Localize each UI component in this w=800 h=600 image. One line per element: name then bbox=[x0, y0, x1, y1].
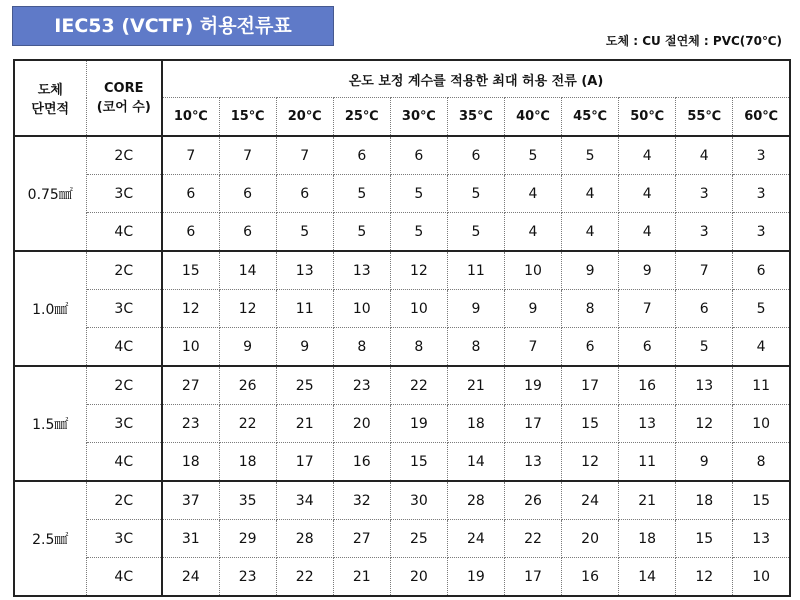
current-value-cell: 24 bbox=[447, 520, 504, 558]
current-value-cell: 9 bbox=[676, 443, 733, 482]
current-value-cell: 9 bbox=[562, 251, 619, 290]
core-count-cell: 3C bbox=[86, 290, 162, 328]
table-row bbox=[14, 558, 790, 597]
current-value-cell: 21 bbox=[276, 405, 333, 443]
current-value-cell: 4 bbox=[562, 175, 619, 213]
core-count-cell: 4C bbox=[86, 328, 162, 367]
temperature-header: 25℃ bbox=[333, 98, 390, 137]
current-value-cell: 5 bbox=[447, 175, 504, 213]
current-value-cell: 6 bbox=[562, 328, 619, 367]
temperature-header: 55℃ bbox=[676, 98, 733, 137]
conductor-size-cell: 1.0㎟ bbox=[14, 251, 86, 366]
current-value-cell: 4 bbox=[619, 136, 676, 175]
current-value-cell: 5 bbox=[733, 290, 790, 328]
current-value-cell: 21 bbox=[333, 558, 390, 597]
table-row bbox=[14, 328, 790, 367]
current-value-cell: 10 bbox=[333, 290, 390, 328]
current-value-cell: 13 bbox=[333, 251, 390, 290]
current-value-cell: 18 bbox=[676, 481, 733, 520]
current-value-cell: 19 bbox=[390, 405, 447, 443]
current-value-cell: 22 bbox=[504, 520, 561, 558]
current-value-cell: 18 bbox=[447, 405, 504, 443]
current-value-cell: 34 bbox=[276, 481, 333, 520]
core-count-cell: 3C bbox=[86, 520, 162, 558]
current-value-cell: 6 bbox=[733, 251, 790, 290]
current-value-cell: 5 bbox=[390, 213, 447, 252]
current-value-cell: 6 bbox=[162, 175, 219, 213]
current-value-cell: 23 bbox=[162, 405, 219, 443]
current-value-cell: 3 bbox=[733, 213, 790, 252]
current-value-cell: 5 bbox=[562, 136, 619, 175]
current-value-cell: 6 bbox=[162, 213, 219, 252]
current-value-cell: 32 bbox=[333, 481, 390, 520]
current-value-cell: 9 bbox=[276, 328, 333, 367]
current-value-cell: 15 bbox=[733, 481, 790, 520]
current-value-cell: 27 bbox=[162, 366, 219, 405]
current-value-cell: 9 bbox=[219, 328, 276, 367]
current-value-cell: 6 bbox=[390, 136, 447, 175]
current-value-cell: 14 bbox=[619, 558, 676, 597]
current-value-cell: 23 bbox=[219, 558, 276, 597]
current-value-cell: 13 bbox=[619, 405, 676, 443]
table-row bbox=[14, 405, 790, 443]
current-value-cell: 21 bbox=[619, 481, 676, 520]
current-value-cell: 16 bbox=[562, 558, 619, 597]
current-value-cell: 5 bbox=[676, 328, 733, 367]
current-value-cell: 5 bbox=[504, 136, 561, 175]
current-value-cell: 8 bbox=[562, 290, 619, 328]
header-core-count bbox=[86, 60, 162, 136]
current-value-cell: 5 bbox=[333, 175, 390, 213]
current-value-cell: 12 bbox=[676, 405, 733, 443]
current-value-cell: 13 bbox=[504, 443, 561, 482]
current-value-cell: 10 bbox=[162, 328, 219, 367]
current-value-cell: 7 bbox=[162, 136, 219, 175]
table-row bbox=[14, 366, 790, 405]
current-value-cell: 12 bbox=[219, 290, 276, 328]
current-value-cell: 11 bbox=[276, 290, 333, 328]
current-value-cell: 16 bbox=[333, 443, 390, 482]
temperature-header: 35℃ bbox=[447, 98, 504, 137]
core-count-cell: 2C bbox=[86, 481, 162, 520]
current-value-cell: 26 bbox=[504, 481, 561, 520]
current-value-cell: 3 bbox=[733, 175, 790, 213]
current-value-cell: 8 bbox=[733, 443, 790, 482]
current-value-cell: 17 bbox=[562, 366, 619, 405]
current-value-cell: 25 bbox=[390, 520, 447, 558]
current-value-cell: 4 bbox=[504, 175, 561, 213]
current-value-cell: 4 bbox=[619, 175, 676, 213]
current-value-cell: 4 bbox=[562, 213, 619, 252]
core-count-cell: 2C bbox=[86, 251, 162, 290]
current-value-cell: 9 bbox=[504, 290, 561, 328]
current-value-cell: 12 bbox=[676, 558, 733, 597]
current-value-cell: 17 bbox=[504, 405, 561, 443]
current-value-cell: 4 bbox=[676, 136, 733, 175]
current-value-cell: 10 bbox=[390, 290, 447, 328]
current-value-cell: 4 bbox=[504, 213, 561, 252]
current-value-cell: 6 bbox=[619, 328, 676, 367]
current-value-cell: 6 bbox=[333, 136, 390, 175]
current-value-cell: 15 bbox=[390, 443, 447, 482]
current-value-cell: 19 bbox=[447, 558, 504, 597]
current-value-cell: 7 bbox=[676, 251, 733, 290]
temperature-header: 60℃ bbox=[733, 98, 790, 137]
current-value-cell: 23 bbox=[333, 366, 390, 405]
table-row bbox=[14, 136, 790, 175]
table-row bbox=[14, 481, 790, 520]
current-value-cell: 30 bbox=[390, 481, 447, 520]
current-value-cell: 16 bbox=[619, 366, 676, 405]
current-value-cell: 14 bbox=[447, 443, 504, 482]
current-value-cell: 7 bbox=[219, 136, 276, 175]
temperature-header: 15℃ bbox=[219, 98, 276, 137]
current-value-cell: 3 bbox=[676, 213, 733, 252]
current-value-cell: 37 bbox=[162, 481, 219, 520]
current-value-cell: 6 bbox=[676, 290, 733, 328]
current-value-cell: 6 bbox=[219, 175, 276, 213]
current-value-cell: 20 bbox=[333, 405, 390, 443]
temperature-header: 40℃ bbox=[504, 98, 561, 137]
temperature-header: 20℃ bbox=[276, 98, 333, 137]
current-value-cell: 26 bbox=[219, 366, 276, 405]
current-value-cell: 7 bbox=[504, 328, 561, 367]
current-value-cell: 12 bbox=[162, 290, 219, 328]
temperature-header: 10℃ bbox=[162, 98, 219, 137]
current-value-cell: 4 bbox=[619, 213, 676, 252]
header-conductor-size-line1: 도체 bbox=[37, 83, 63, 98]
current-value-cell: 13 bbox=[676, 366, 733, 405]
current-value-cell: 24 bbox=[562, 481, 619, 520]
current-value-cell: 24 bbox=[162, 558, 219, 597]
current-value-cell: 11 bbox=[733, 366, 790, 405]
temperature-header: 30℃ bbox=[390, 98, 447, 137]
current-value-cell: 10 bbox=[733, 405, 790, 443]
current-value-cell: 15 bbox=[162, 251, 219, 290]
current-value-cell: 17 bbox=[276, 443, 333, 482]
header-core-line1: CORE bbox=[104, 81, 144, 96]
current-value-cell: 5 bbox=[447, 213, 504, 252]
current-value-cell: 27 bbox=[333, 520, 390, 558]
current-value-cell: 22 bbox=[276, 558, 333, 597]
current-value-cell: 25 bbox=[276, 366, 333, 405]
header-conductor-size-line2: 단면적 bbox=[31, 102, 70, 117]
current-value-cell: 8 bbox=[333, 328, 390, 367]
current-value-cell: 28 bbox=[447, 481, 504, 520]
core-count-cell: 4C bbox=[86, 213, 162, 252]
current-value-cell: 9 bbox=[619, 251, 676, 290]
table-row bbox=[14, 175, 790, 213]
current-value-cell: 8 bbox=[447, 328, 504, 367]
current-value-cell: 35 bbox=[219, 481, 276, 520]
current-value-cell: 20 bbox=[562, 520, 619, 558]
temperature-header: 45℃ bbox=[562, 98, 619, 137]
current-value-cell: 11 bbox=[447, 251, 504, 290]
current-value-cell: 10 bbox=[733, 558, 790, 597]
current-value-cell: 8 bbox=[390, 328, 447, 367]
current-value-cell: 18 bbox=[219, 443, 276, 482]
current-value-cell: 7 bbox=[276, 136, 333, 175]
current-value-cell: 6 bbox=[276, 175, 333, 213]
current-value-cell: 18 bbox=[619, 520, 676, 558]
core-count-cell: 2C bbox=[86, 136, 162, 175]
current-value-cell: 10 bbox=[504, 251, 561, 290]
current-value-cell: 5 bbox=[276, 213, 333, 252]
current-value-cell: 5 bbox=[390, 175, 447, 213]
current-value-cell: 6 bbox=[219, 213, 276, 252]
current-value-cell: 3 bbox=[676, 175, 733, 213]
header-conductor-size bbox=[14, 60, 86, 136]
page-title: IEC53 (VCTF) 허용전류표 bbox=[12, 6, 334, 46]
current-value-cell: 12 bbox=[390, 251, 447, 290]
header-core-line2: (코어 수) bbox=[96, 100, 151, 115]
current-value-cell: 21 bbox=[447, 366, 504, 405]
current-value-cell: 13 bbox=[733, 520, 790, 558]
conductor-insulation-note: 도체 : CU 절연체 : PVC(70℃) bbox=[605, 34, 782, 48]
current-value-cell: 19 bbox=[504, 366, 561, 405]
current-value-cell: 15 bbox=[676, 520, 733, 558]
current-value-cell: 28 bbox=[276, 520, 333, 558]
current-value-cell: 3 bbox=[733, 136, 790, 175]
current-value-cell: 14 bbox=[219, 251, 276, 290]
current-value-cell: 4 bbox=[733, 328, 790, 367]
current-value-cell: 7 bbox=[619, 290, 676, 328]
current-value-cell: 29 bbox=[219, 520, 276, 558]
current-value-cell: 5 bbox=[333, 213, 390, 252]
table-row bbox=[14, 443, 790, 482]
current-value-cell: 11 bbox=[619, 443, 676, 482]
conductor-size-cell: 0.75㎟ bbox=[14, 136, 86, 251]
table-row bbox=[14, 251, 790, 290]
table-row bbox=[14, 290, 790, 328]
conductor-size-cell: 1.5㎟ bbox=[14, 366, 86, 481]
ampacity-table bbox=[13, 59, 791, 597]
current-value-cell: 22 bbox=[390, 366, 447, 405]
core-count-cell: 4C bbox=[86, 443, 162, 482]
core-count-cell: 3C bbox=[86, 175, 162, 213]
current-value-cell: 17 bbox=[504, 558, 561, 597]
header-max-current-span: 온도 보정 계수를 적용한 최대 허용 전류 (A) bbox=[162, 60, 790, 98]
conductor-size-cell: 2.5㎟ bbox=[14, 481, 86, 596]
current-value-cell: 22 bbox=[219, 405, 276, 443]
current-value-cell: 20 bbox=[390, 558, 447, 597]
temperature-header: 50℃ bbox=[619, 98, 676, 137]
current-value-cell: 9 bbox=[447, 290, 504, 328]
current-value-cell: 31 bbox=[162, 520, 219, 558]
current-value-cell: 13 bbox=[276, 251, 333, 290]
current-value-cell: 15 bbox=[562, 405, 619, 443]
core-count-cell: 3C bbox=[86, 405, 162, 443]
core-count-cell: 4C bbox=[86, 558, 162, 597]
table-row bbox=[14, 213, 790, 252]
current-value-cell: 12 bbox=[562, 443, 619, 482]
current-value-cell: 18 bbox=[162, 443, 219, 482]
table-row bbox=[14, 520, 790, 558]
current-value-cell: 6 bbox=[447, 136, 504, 175]
core-count-cell: 2C bbox=[86, 366, 162, 405]
